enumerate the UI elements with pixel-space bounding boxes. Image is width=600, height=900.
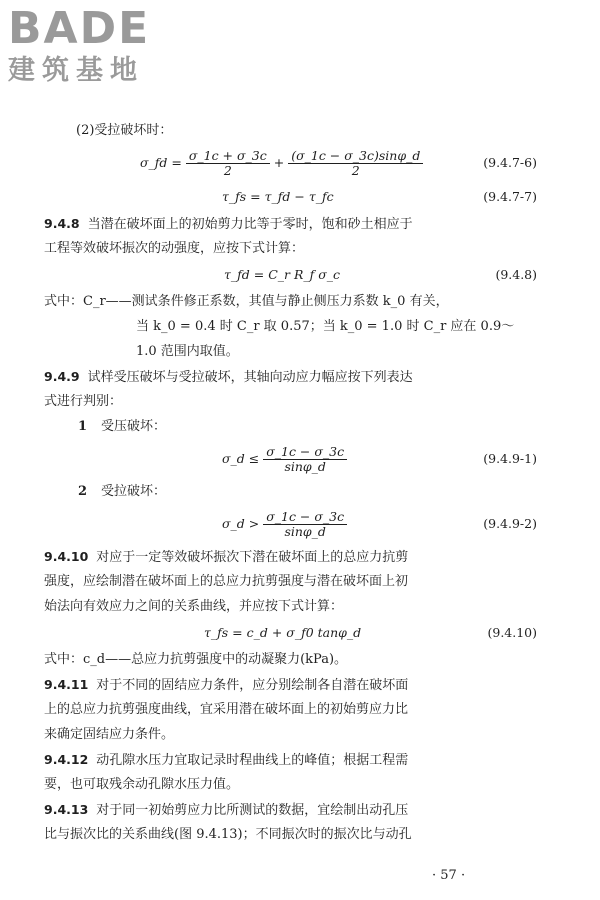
section-9-4-8: 9.4.8 当潜在破坏面上的初始剪力比等于零时，饱和砂土相应于 (44, 216, 413, 232)
text-line: 上的总应力抗剪强度曲线，宜采用潜在破坏面上的初始剪应力比 (44, 702, 409, 717)
document-body (44, 118, 549, 847)
text-line: 式进行判别： (44, 394, 123, 409)
brand-logo-chinese: 建筑基地 (8, 55, 144, 86)
equation-9-4-8: τ_fd = C_r R_f σ_c (9.4.8) (44, 261, 549, 289)
equation-9-4-7-7: τ_fs = τ_fd − τ_fc (9.4.7-7) (44, 183, 549, 211)
text-line: 工程等效破坏振次的动强度，应按下式计算： (44, 241, 305, 256)
section-9-4-12: 9.4.12 动孔隙水压力宜取记录时程曲线上的峰值；根据工程需 (44, 752, 409, 768)
brand-logo (8, 3, 151, 86)
list-item: 1 受压破坏： (78, 419, 167, 434)
equation-number: (9.4.10) (487, 625, 537, 640)
fraction: $\frac{\sigma\_1c + \sigma\_3c}{2}$ (186, 149, 270, 178)
text-line: 式中：C_r——测试条件修正系数，其值与静止侧压力系数 k_0 有关， (44, 294, 449, 309)
text-line: 1.0 范围内取值。 (136, 344, 239, 359)
text-line: 来确定固结应力条件。 (44, 727, 175, 742)
text-line: 强度，应绘制潜在破坏面上的总应力抗剪强度与潜在破坏面上初 (44, 574, 409, 589)
text-line: (2)受拉破坏时： (76, 123, 173, 138)
section-9-4-9: 9.4.9 试样受压破坏与受拉破坏，其轴向动应力幅应按下列表达 (44, 369, 413, 385)
section-9-4-11: 9.4.11 对于不同的固结应力条件，应分别绘制各自潜在破坏面 (44, 677, 409, 693)
text-line: 当 k_0 = 0.4 时 C_r 取 0.57；当 k_0 = 1.0 时 C_r 应在 0.9～ (136, 319, 515, 334)
list-item: 2 受拉破坏： (78, 484, 167, 499)
text-line: 比与振次比的关系曲线(图 9.4.13)；不同振次时的振次比与动孔 (44, 827, 412, 842)
equation-9-4-7-6: σ_fd = $\frac{\sigma\_1c + \sigma\_3c}{2}$ + $\frac{(\sigma\_1c - \sigma\_3c)\sin\varphi\_d}{2}$ (9.4.7-6) (140, 148, 537, 178)
section-9-4-13: 9.4.13 对于同一初始剪应力比所测试的数据，宜绘制出动孔压 (44, 802, 409, 818)
equation-number: (9.4.7-6) (483, 155, 537, 170)
equation-9-4-9-2: σ_d > $\frac{\sigma\_1c - \sigma\_3c}{\sin\varphi\_d}$ (9.4.9-2) (222, 509, 537, 539)
equation-number: (9.4.9-2) (483, 516, 537, 531)
fraction: $\frac{\sigma\_1c - \sigma\_3c}{\sin\varphi\_d}$ (263, 510, 347, 539)
equation-lhs: σ_fd = (140, 155, 182, 170)
text-line: 始法向有效应力之间的关系曲线，并应按下式计算： (44, 599, 344, 614)
text-line: 要，也可取残余动孔隙水压力值。 (44, 777, 240, 792)
brand-logo-text: BADE (8, 3, 151, 54)
equation-number: (9.4.9-1) (483, 451, 537, 466)
fraction: $\frac{(\sigma\_1c - \sigma\_3c)\sin\varphi\_d}{2}$ (288, 149, 423, 178)
equation-number: (9.4.8) (495, 267, 537, 282)
equation-9-4-10: τ_fs = c_d + σ_f0 tanφ_d (9.4.10) (44, 619, 549, 647)
text-line: 式中：c_d——总应力抗剪强度中的动凝聚力(kPa)。 (44, 652, 348, 667)
section-9-4-10: 9.4.10 对应于一定等效破坏振次下潜在破坏面上的总应力抗剪 (44, 549, 409, 565)
equation-number: (9.4.7-7) (483, 189, 537, 204)
fraction: $\frac{\sigma\_1c - \sigma\_3c}{\sin\varphi\_d}$ (263, 445, 347, 474)
page-number: · 57 · (432, 868, 466, 883)
equation-9-4-9-1: σ_d ≤ $\frac{\sigma\_1c - \sigma\_3c}{\sin\varphi\_d}$ (9.4.9-1) (222, 444, 537, 474)
